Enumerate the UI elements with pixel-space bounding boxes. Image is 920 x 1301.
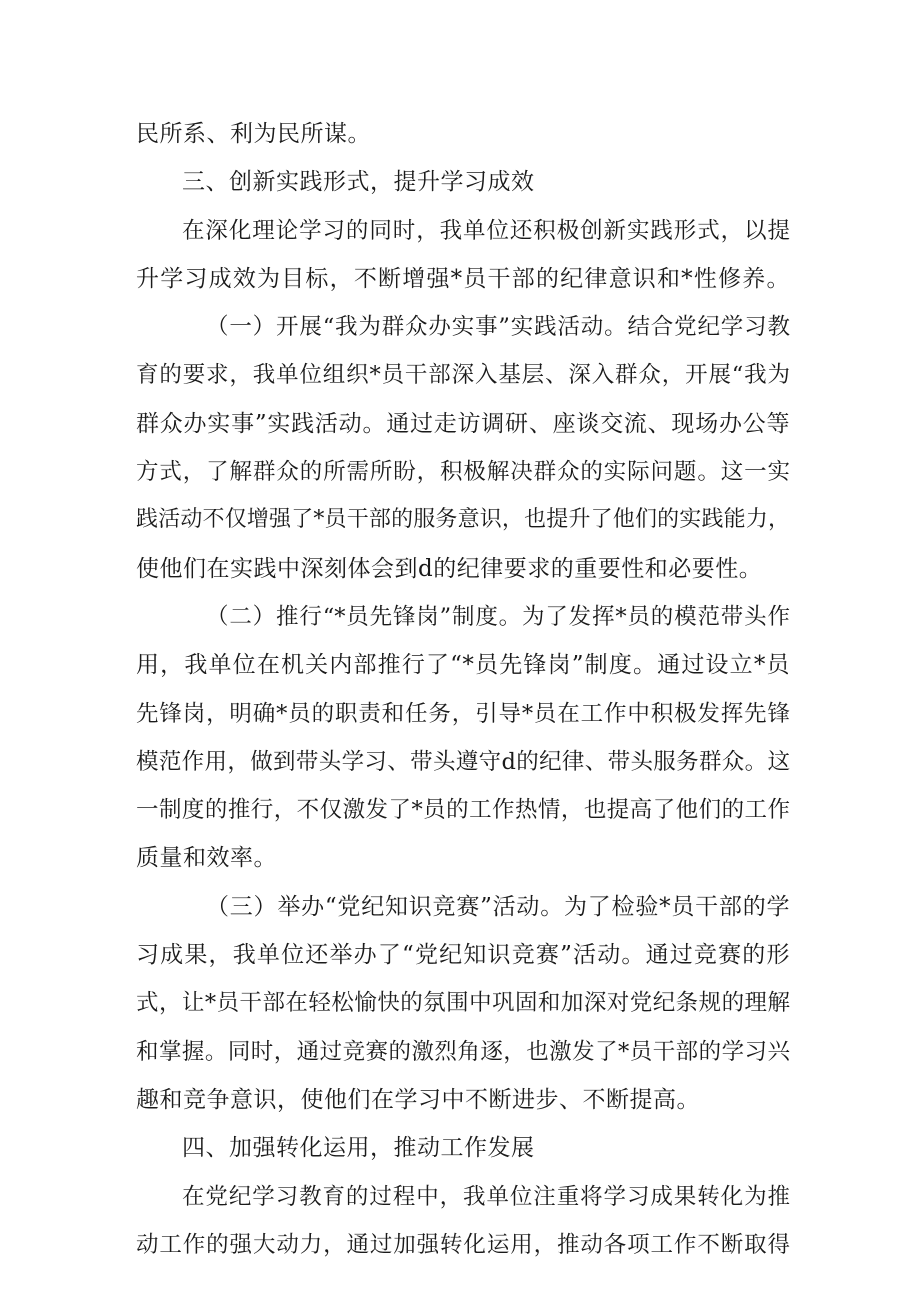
text-line: 趣和竞争意识，使他们在学习中不断进步、不断提高。 bbox=[136, 1086, 700, 1113]
section-heading: 三、创新实践形式，提升学习成效 bbox=[182, 169, 535, 196]
text-line: 在深化理论学习的同时，我单位还积极创新实践形式，以提 bbox=[182, 217, 790, 244]
document-body bbox=[136, 110, 790, 1269]
text-line: 质量和效率。 bbox=[136, 845, 277, 872]
text-line: 习成果，我单位还举办了“党纪知识竞赛”活动。通过竞赛的形 bbox=[136, 942, 790, 969]
text-line: 升学习成效为目标，不断增强*员干部的纪律意识和*性修养。 bbox=[136, 265, 790, 292]
text-line: 先锋岗，明确*员的职责和任务，引导*员在工作中积极发挥先锋 bbox=[136, 700, 790, 727]
text-line: 育的要求，我单位组织*员干部深入基层、深入群众，开展“我为 bbox=[136, 362, 790, 389]
text-line: 和掌握。同时，通过竞赛的激烈角逐，也激发了*员干部的学习兴 bbox=[136, 1038, 790, 1065]
text-line: 群众办实事”实践活动。通过走访调研、座谈交流、现场办公等 bbox=[136, 410, 790, 437]
text-line: 动工作的强大动力，通过加强转化运用，推动各项工作不断取得 bbox=[136, 1231, 790, 1258]
text-line: 一制度的推行，不仅激发了*员的工作热情，也提高了他们的工作 bbox=[136, 797, 790, 824]
text-line: 民所系、利为民所谋。 bbox=[136, 121, 371, 147]
text-line: 践活动不仅增强了*员干部的服务意识，也提升了他们的实践能力， bbox=[136, 507, 790, 533]
section-heading: 四、加强转化运用，推动工作发展 bbox=[182, 1135, 535, 1162]
text-line: 在党纪学习教育的过程中，我单位注重将学习成果转化为推 bbox=[182, 1183, 790, 1210]
text-line: 用，我单位在机关内部推行了“*员先锋岗”制度。通过设立*员 bbox=[136, 652, 790, 679]
text-line: 模范作用，做到带头学习、带头遵守d的纪律、带头服务群众。这 bbox=[136, 748, 790, 775]
subsection-line: （三）举办“党纪知识竞赛”活动。为了检验*员干部的学 bbox=[206, 893, 790, 920]
subsection-line: （一）开展“我为群众办实事”实践活动。结合党纪学习教 bbox=[206, 314, 790, 341]
text-line: 方式，了解群众的所需所盼，积极解决群众的实际问题。这一实 bbox=[136, 459, 790, 486]
subsection-line: （二）推行“*员先锋岗”制度。为了发挥*员的模范带头作 bbox=[206, 603, 790, 630]
text-line: 使他们在实践中深刻体会到d的纪律要求的重要性和必要性。 bbox=[136, 555, 763, 582]
text-line: 式，让*员干部在轻松愉快的氛围中巩固和加深对党纪条规的理解 bbox=[136, 990, 790, 1017]
